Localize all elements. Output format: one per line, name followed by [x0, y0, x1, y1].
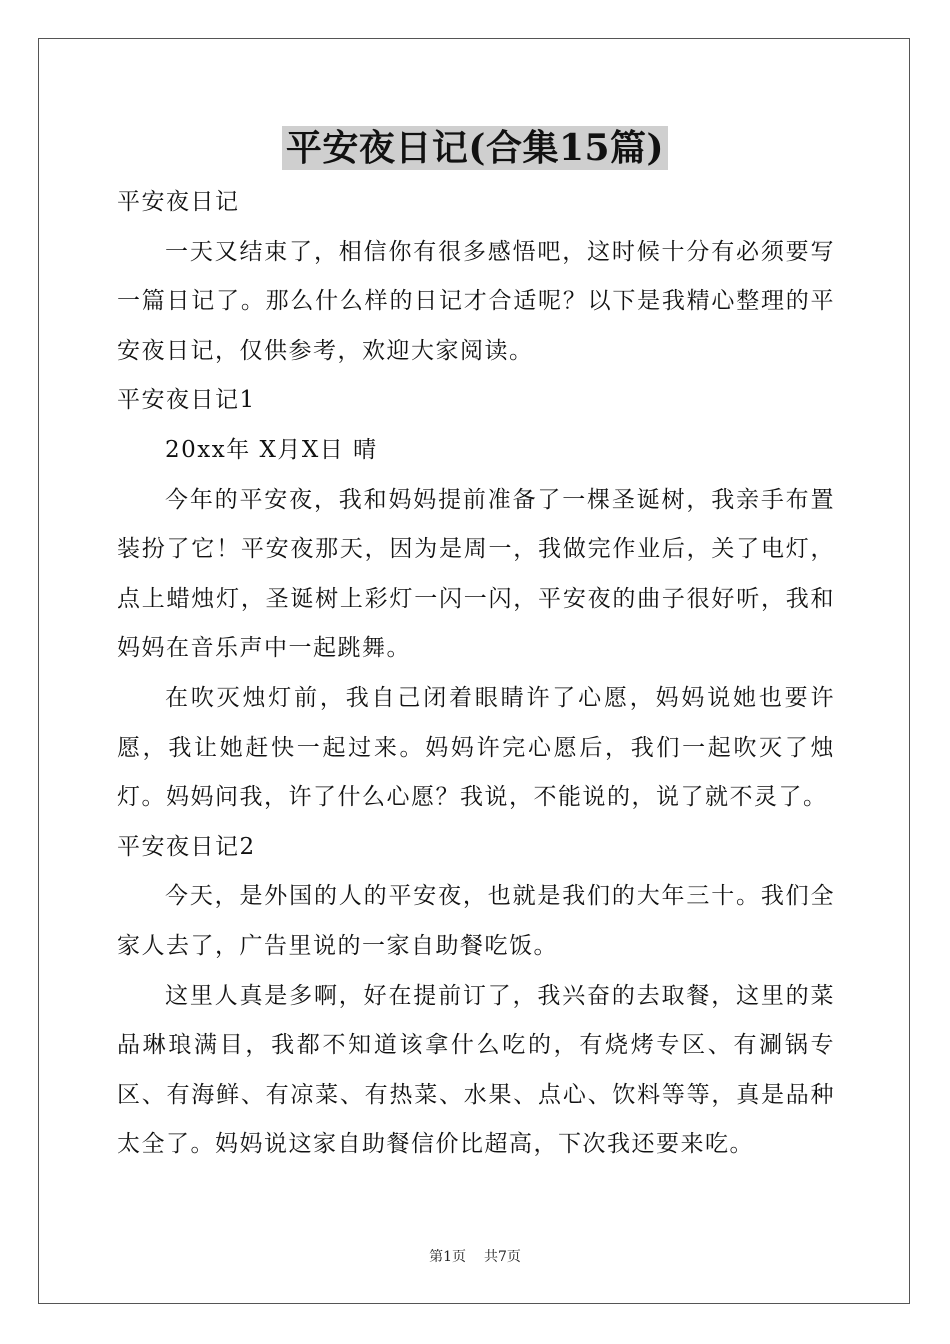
document-title: 平安夜日记(合集15篇) [282, 126, 668, 170]
paragraph: 今天，是外国的人的平安夜，也就是我们的大年三十。我们全家人去了，广告里说的一家自助餐吃饭。 [117, 883, 835, 959]
paragraph: 一天又结束了，相信你有很多感悟吧，这时候十分有必须要写一篇日记了。那么什么样的日记才合适呢？以下是我精心整理的平安夜日记，仅供参考，欢迎大家阅读。 [117, 238, 835, 364]
paragraph: 今年的平安夜，我和妈妈提前准备了一棵圣诞树，我亲手布置装扮了它！平安夜那天，因为是周一，我做完作业后，关了电灯，点上蜡烛灯，圣诞树上彩灯一闪一闪，平安夜的曲子很好听，我和妈妈在音乐声中一起跳舞。 [117, 486, 835, 662]
paragraph: 在吹灭烛灯前，我自己闭着眼睛许了心愿，妈妈说她也要许愿，我让她赶快一起过来。妈妈许完心愿后，我们一起吹灭了烛灯。妈妈问我，许了什么心愿？我说，不能说的，说了就不灵了。 [117, 684, 835, 811]
title-container [0, 126, 950, 170]
section-heading: 平安夜日记1 [117, 387, 256, 414]
page-number-current: 第1页 [429, 1249, 466, 1265]
page-footer [0, 1248, 950, 1266]
section-heading: 平安夜日记 [117, 189, 240, 215]
section-heading: 平安夜日记2 [117, 833, 256, 860]
paragraph: 这里人真是多啊，好在提前订了，我兴奋的去取餐，这里的菜品琳琅满目，我都不知道该拿什么吃的，有烧烤专区、有涮锅专区、有海鲜、有凉菜、有热菜、水果、点心、饮料等等，真是品种太全了。妈妈说这家自助餐信价比超高，下次我还要来吃。 [117, 982, 835, 1158]
page-number-total: 共7页 [484, 1249, 521, 1265]
diary-date-line: 20xx年 X月X日 晴 [165, 436, 378, 463]
document-body [117, 178, 835, 1170]
